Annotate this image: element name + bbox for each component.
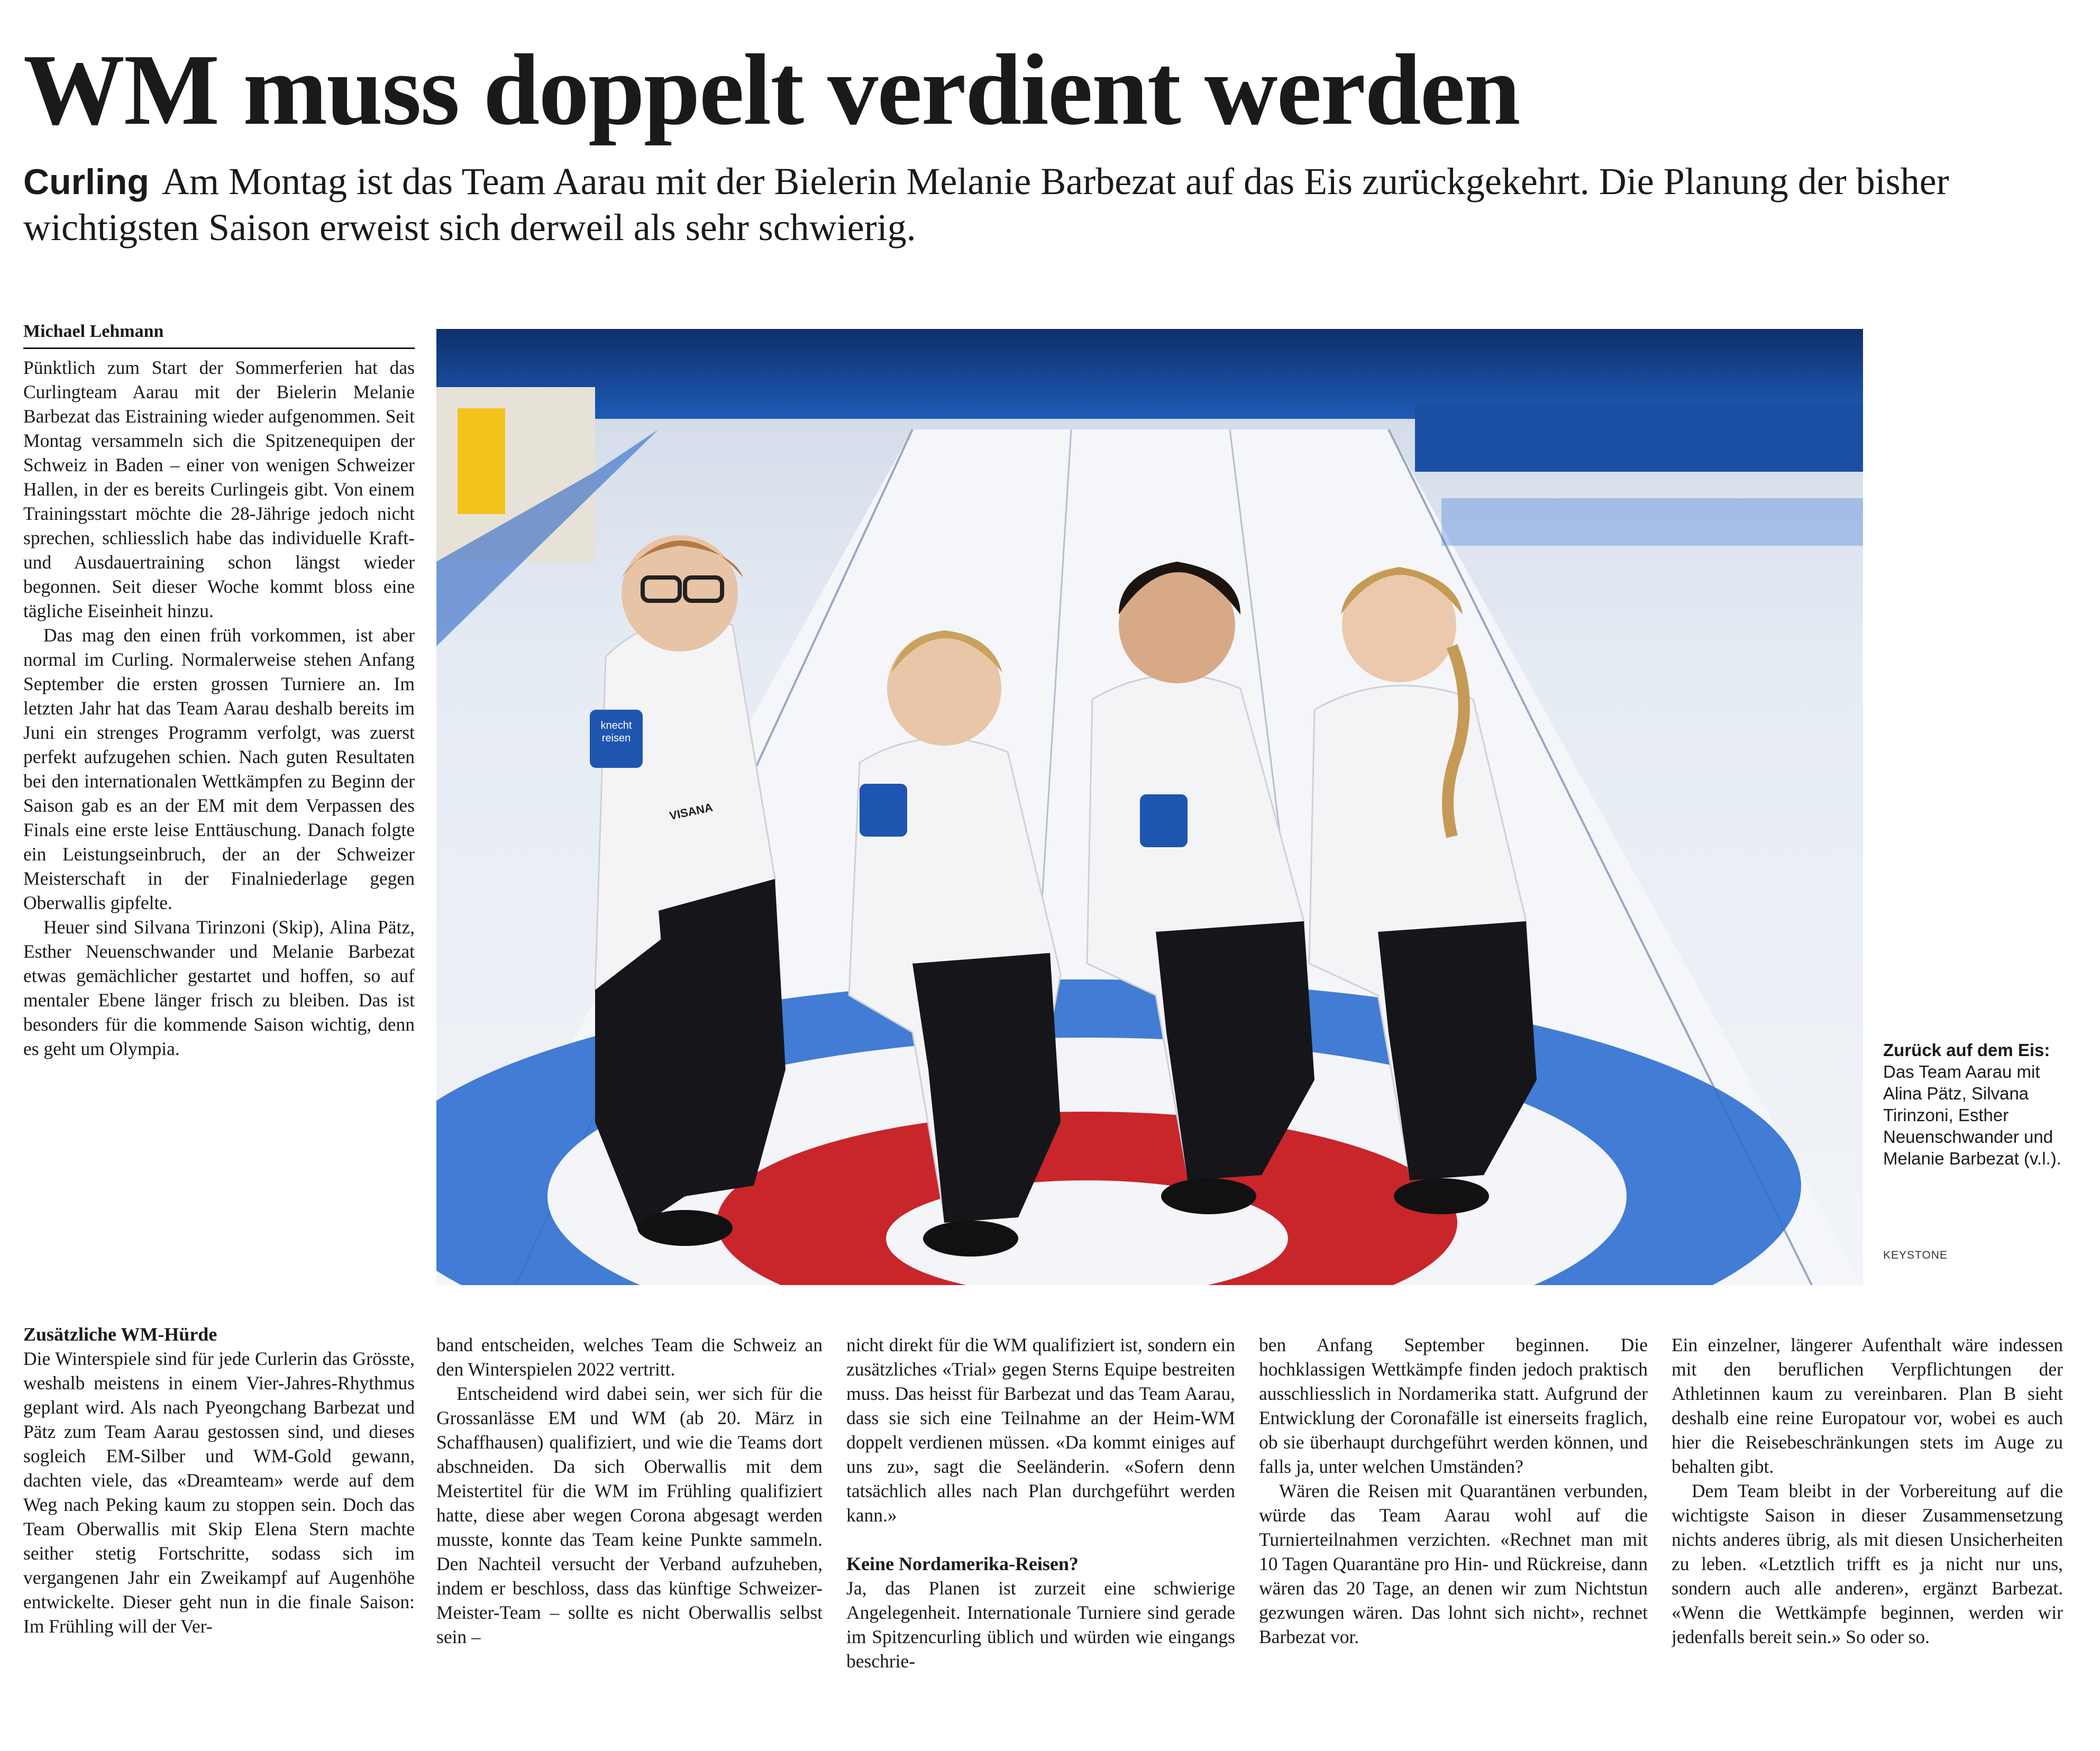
body-paragraph: Pünktlich zum Start der Sommerferien hat das Curlingteam Aarau mit der Bielerin Melanie Barbezat das Eistraining wieder aufgenommen. Seit Montag versammeln sich die Spitzenequipen der Schweiz in Baden – einer von wenigen Schweizer Hallen, in der es bereits Curlingeis gibt. Von einem Trainingsstart möchte die 28-Jährige jedoch nicht sprechen, schliesslich habe das individuelle Kraft- und Ausdauertraining schon längst wieder begonnen. Seit dieser Woche kommt bloss eine tägliche Eiseinheit hinzu. bbox=[23, 357, 415, 621]
photo-caption bbox=[1883, 1039, 2074, 1169]
body-paragraph: Dem Team bleibt in der Vorbereitung auf die wichtigste Saison in dieser Zusammensetzung nichts anderes übrig, als mit diesen Unsicherheiten zu leben. «Letztlich trifft es ja nicht nur uns, sondern auch alle anderen», ergänzt Barbezat. «Wenn die Wettkämpfe beginnen, werden wir jedenfalls bereit sein.» So oder so. bbox=[1672, 1480, 2063, 1647]
body-column-5 bbox=[1672, 1333, 2063, 1740]
ad-board-left-inner bbox=[458, 408, 505, 514]
body-column-1-top bbox=[23, 355, 415, 1307]
lead-paragraph bbox=[23, 159, 2055, 250]
body-paragraph: Die Winterspiele sind für jede Curlerin das Grösste, weshalb meistens in einem Vier-Jahres-Rhythmus geplant wird. Als nach Pyeongchang Barbezat und Pätz zum Team Aarau gestossen sind, und dieses sogleich EM-Silber und WM-Gold gewann, dachten viele, das «Dreamteam» werde auf dem Weg nach Peking kaum zu stoppen sein. Doch das Team Oberwallis mit Skip Elena Stern machte seither stetig Fortschritte, sodass sich im vergangenen Jahr ein Zweikampf auf Augenhöhe entwickelte. Dieser geht nun in die finale Saison: Im Frühling will der Ver- bbox=[23, 1348, 415, 1637]
brand-label: VISANA bbox=[668, 800, 714, 823]
subheading: Keine Nordamerika-Reisen? bbox=[846, 1553, 1079, 1574]
body-paragraph: Wären die Reisen mit Quarantänen verbunden, würde das Team Aarau wohl auf die Turnierteilnahmen verzichten. «Rechnet man mit 10 Tagen Quarantäne pro Hin- und Rückreise, dann wären das 20 Tage, an denen wir zum Nichtstun gezwungen wären. Das lohnt sich nicht», rechnet Barbezat vor. bbox=[1259, 1480, 1648, 1647]
headline: WM muss doppelt verdient werden bbox=[23, 33, 1520, 146]
body-column-1-bottom bbox=[23, 1322, 415, 1740]
body-column-3 bbox=[846, 1333, 1235, 1740]
body-column-4 bbox=[1259, 1333, 1648, 1740]
body-paragraph: ben Anfang September beginnen. Die hochklassigen Wettkämpfe finden jedoch praktisch ausschliesslich in Nordamerika statt. Aufgrund der Entwicklung der Coronafälle ist einerseits fraglich, ob sie überhaupt durchgeführt werden können, und falls ja, unter welchen Umständen? bbox=[1259, 1334, 1648, 1477]
body-column-2 bbox=[436, 1333, 823, 1740]
side-wall-right bbox=[1415, 403, 1863, 472]
lead-text: Am Montag ist das Team Aarau mit der Bielerin Melanie Barbezat auf das Eis zurückgekehrt. Die Planung der bisher wichtigsten Saison erweist sich derweil als sehr schwierig. bbox=[23, 160, 1949, 249]
body-paragraph: band entscheiden, welches Team die Schweiz an den Winterspielen 2022 vertritt. bbox=[436, 1334, 823, 1380]
body-paragraph: Ein einzelner, längerer Aufenthalt wäre indessen mit den beruflichen Verpflichtungen der Athletinnen kaum zu vereinbaren. Plan B sieht deshalb eine reine Europatour vor, wobei es auch hier die Reisebeschränkungen stets im Auge zu behalten gibt. bbox=[1672, 1334, 2063, 1477]
body-paragraph: Ja, das Planen ist zurzeit eine schwierige Angelegenheit. Internationale Turniere sind gerade im Spitzencurling üblich und würden wie eingangs beschrie- bbox=[846, 1578, 1235, 1672]
subheading: Zusätzliche WM-Hürde bbox=[23, 1324, 217, 1345]
far-sheet-blue bbox=[1441, 498, 1863, 546]
caption-text: Das Team Aarau mit Alina Pätz, Silvana Tirinzoni, Esther Neuenschwander und Melanie Barbezat (v.l.). bbox=[1883, 1062, 2061, 1168]
body-paragraph: Heuer sind Silvana Tirinzoni (Skip), Alina Pätz, Esther Neuenschwander und Melanie Barbezat etwas gemächlicher gestartet und hoffen, so auf mentaler Ebene länger frisch zu bleiben. Das ist besonders für die kommende Saison wichtig, denn es geht um Olympia. bbox=[23, 916, 415, 1059]
body-paragraph: Entscheidend wird dabei sein, wer sich für die Grossanlässe EM und WM (ab 20. März in Schaffhausen) qualifiziert, und wie die Teams dort abschneiden. Da sich Oberwallis mit dem Meistertitel für die WM im Frühling qualifiziert hatte, diese aber wegen Corona abgesagt werden musste, konnte das Team keine Punkte sammeln. Den Nachteil versucht der Verband aufzuheben, indem er beschloss, dass das künftige Schweizer-Meister-Team – sollte es nicht Oberwallis selbst sein – bbox=[436, 1383, 823, 1647]
body-paragraph: Das mag den einen früh vorkommen, ist aber normal im Curling. Normalerweise stehen Anfang September die ersten grossen Turniere an. Im letzten Jahr hat das Team Aarau deshalb bereits im Juni ein strenges Programm verfolgt, was zuerst perfekt aufzugehen schien. Nach guten Resultaten bei den internationalen Wettkämpfen zu Beginn der Saison gab es an der EM mit dem Verpassen des Finals eine erste leise Enttäuschung. Danach folgte ein Leistungseinbruch, der an der Schweizer Meisterschaft in der Finalniederlage gegen Oberwallis gipfelte. bbox=[23, 625, 415, 913]
team-photo bbox=[436, 329, 1863, 1285]
kicker: Curling bbox=[23, 162, 149, 202]
caption-lead: Zurück auf dem Eis: bbox=[1883, 1040, 2050, 1060]
body-paragraph: nicht direkt für die WM qualifiziert ist, sondern ein zusätzliches «Trial» gegen Sterns Equipe bestreiten muss. Das heisst für Barbezat und das Team Aarau, dass sie sich eine Teilnahme an der Heim-WM doppelt verdienen müssen. «Da kommt einiges auf uns zu», sagt die Seeländerin. «Sofern denn tatsächlich alles nach Plan durchgeführt werden kann.» bbox=[846, 1334, 1235, 1526]
photo-credit: KEYSTONE bbox=[1883, 1249, 1948, 1261]
byline: Michael Lehmann bbox=[23, 320, 415, 349]
sponsor-label: knecht reisen bbox=[600, 720, 632, 744]
